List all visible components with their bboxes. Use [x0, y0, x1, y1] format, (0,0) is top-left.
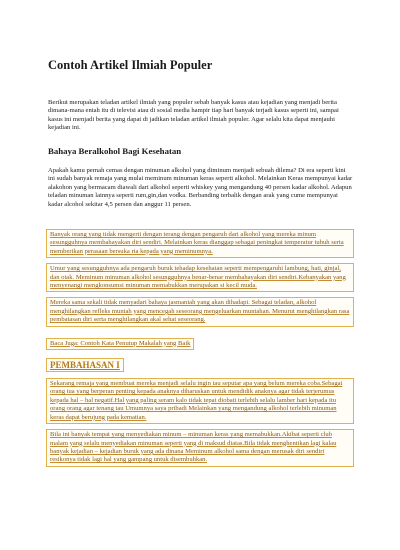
highlight-paragraph-2[interactable]: Umur yang sesungguhnya ada pengaruh buruk tehadap kesehatan seperti mempengaruhi lambung, hati, ginjal, dan otak. Meminum minuman alkohol sesungguhnya benar-benar membahayakan diri sendiri.Kebanyakan yang menyenangi mengkonsumsi minuman memabukkan merupakan si kecil muda.	[46, 263, 354, 292]
intro-paragraph: Berikut merupakan teladan artikel ilmiah yang populer sebab banyak kasus atau kejadian yang menjadi berita dimana-mana entah itu di televisi atau di sosial media hampir tiap hari banyak terjadi kasus seperti ini, sampai kasus ini menjadi berita yang dapat di jadikan teladan artikel ilmiah populer. Agar selalu kita dapat menjauhi kejadian ini.	[48, 99, 339, 132]
highlight-list	[46, 229, 354, 472]
highlight-paragraph-3[interactable]: Mereka sama sekali tidak menyadari bahaya jasmaniah yang akan dihadapi. Sebagai teladan, alkohol menghilangkan refleks muntah yang mencegah seseorang mengeluarkan muntahan. Menurut menghilangkan rasa pembatasan diri serta menghilangkan akal sehat seseorang.	[46, 297, 354, 326]
pembahasan-heading[interactable]: PEMBAHASAN I	[46, 358, 124, 372]
section-paragraph: Apakah kamu pernah cemas dengan minuman alkohol yang diminum menjadi sebuah dilema? Di era seperti kini ini sudah banyak remaja yang mulai meminum minuman keras seperti alkohol. Melainkan Keras mempunyai kadar alakohon yang bermacam diawali dari alkohol seperti whiskey yang mengandung 40 persen kadar alkohol. Adapun teladan minuman lainnya seperti rum,gin,dan vodka. Berbanding terbalik dengan arak yang cume mempunyai kadar alcohol sekitar 4,5 persen dan anggur 11 persen.	[48, 167, 353, 208]
section-heading: Bahaya Beralkohol Bagi Kesehatan	[48, 146, 182, 156]
article-title: Contoh Artikel Ilmiah Populer	[48, 58, 213, 72]
highlight-paragraph-1[interactable]: Banyak orang yang tidak mengerti dengan terang dengan pengaruh dari alkohol yang mereka minum sesungguhnya membahayakan diri sendiri. Melainkan keras dianggap sebagai peningkat temperatur tubuh serta memberikan perasaan bersuka ria kepada yang meminumnya.	[46, 229, 354, 258]
pembahasan-paragraph-1[interactable]: Sekarang remaja yang membuat mereka menjadi selalu ingin tau seputar apa yang belum mereka coba.Sebagai orang tua yang berperan penting kepada anaknya diharuskan untuk mendidik anaknya agar tidak terjerumus kepada hal – hal negatif.Hal yang paling seram kalo tidak tepat diobati terlebih selalu lamber hari kepada itu orang orang agar tenang tau Umumnya saya pribadi Melainkan yang mengandung alkohol terlebih minuman keras dapat berujung pada kematian.	[46, 378, 354, 424]
pembahasan-paragraph-2[interactable]: Bila ini banyak tempat yang menyediakan minum – minuman keras yang memabukkan.Akibat seperti club malam yang selalu menyediakan minuman seperti yang di maksud diatas.Bila tidak menghentikan lagi kalau banyak kejadian – kejadian buruk yang ada dinana Meminum alkohol sama dengan merusak diri sendiri resikonya tidak lagi hal yang gampang untuk disembuhkan.	[46, 429, 354, 467]
read-also-link[interactable]: Baca Juga: Contoh Kata Penutup Makalah yang Baik	[46, 338, 194, 350]
